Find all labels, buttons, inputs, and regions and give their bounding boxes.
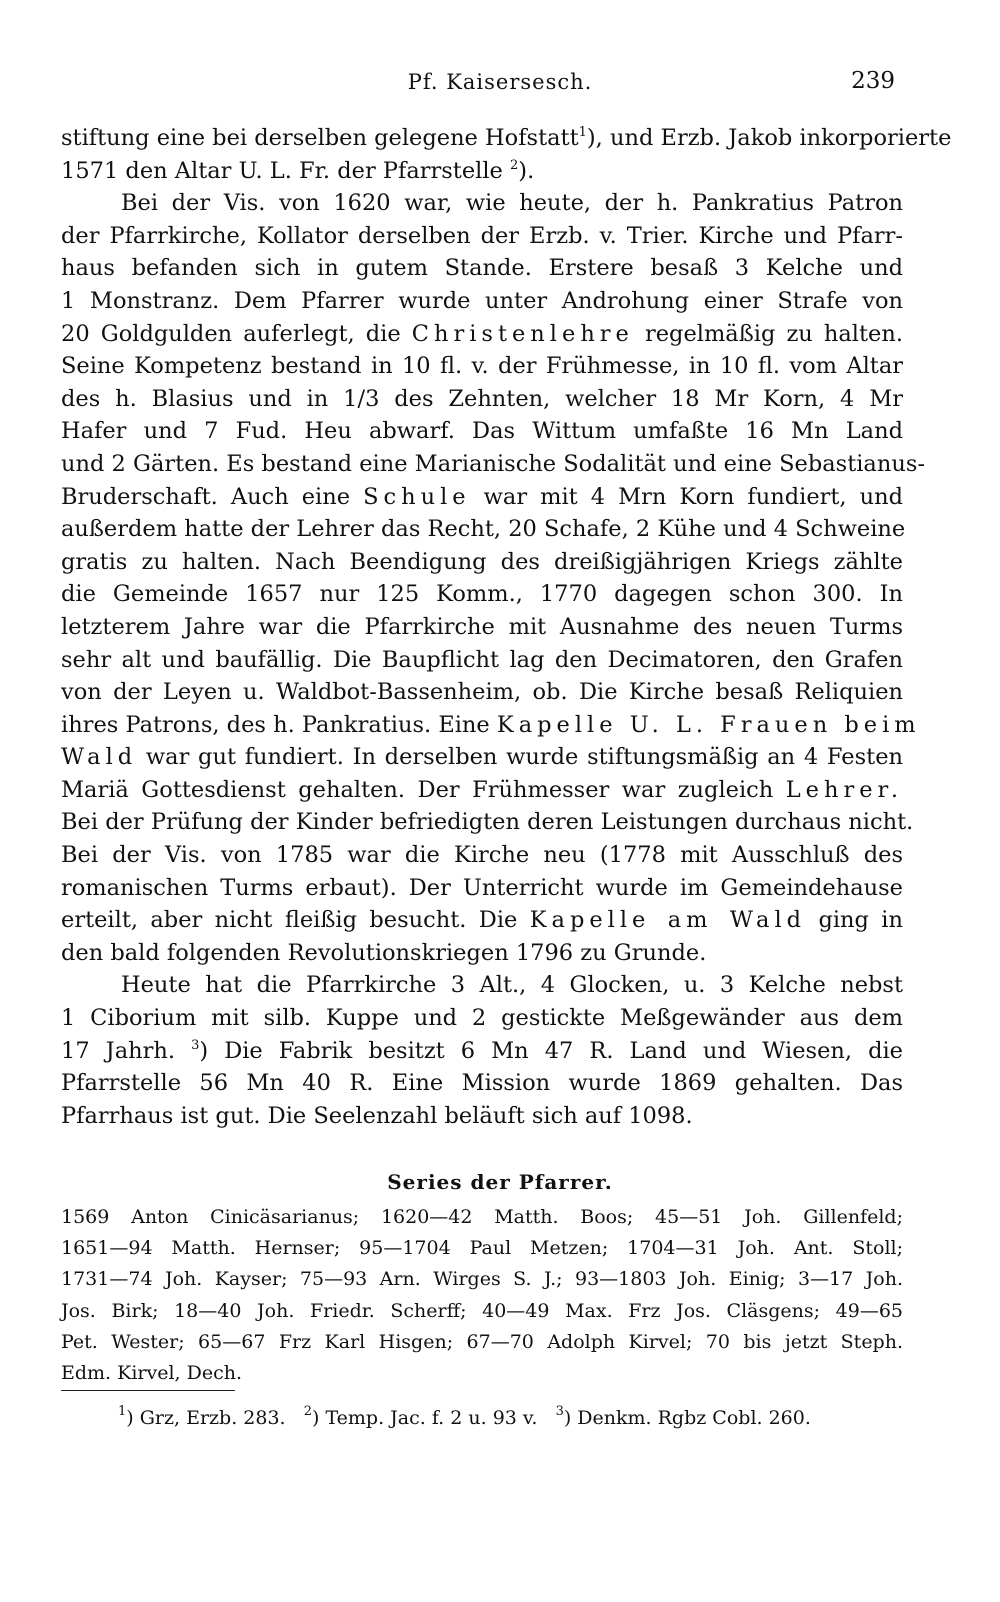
footnotes xyxy=(118,1404,918,1429)
text-line: sehr alt und baufällig. Die Baupflicht lag den Decimatoren, den Grafen xyxy=(61,646,903,673)
footnote-divider xyxy=(61,1390,235,1391)
series-line: Pet. Wester; 65—67 Frz Karl Hisgen; 67—70 Adolph Kirvel; 70 bis jetzt Steph. xyxy=(61,1330,903,1353)
text-line: von der Leyen u. Waldbot-Bassenheim, ob. Die Kirche besaß Reliquien xyxy=(61,679,903,706)
text-line: Hafer und 7 Fud. Heu abwarf. Das Wittum umfaßte 16 Mn Land xyxy=(61,418,903,445)
page-number: 239 xyxy=(851,68,895,94)
text-line: ihres Patrons, des h. Pankratius. Eine Kapelle U. L. Frauen beim xyxy=(61,711,921,738)
footnote-3: ) Denkm. Rgbz Cobl. 260. xyxy=(563,1407,811,1429)
text-line: letzterem Jahre war die Pfarrkirche mit Ausnahme des neuen Turms xyxy=(61,613,903,640)
series-line: 1569 Anton Cinicäsarianus; 1620—42 Matth. Boos; 45—51 Joh. Gillenfeld; xyxy=(61,1206,903,1228)
text-line: Mariä Gottesdienst gehalten. Der Frühmesser war zugleich Lehrer. xyxy=(61,776,903,803)
text-line: den bald folgenden Revolutionskriegen 1796 zu Grunde. xyxy=(61,939,707,966)
text-line: Heute hat die Pfarrkirche 3 Alt., 4 Glocken, u. 3 Kelche nebst xyxy=(121,972,903,999)
spaced-term: Christenlehre xyxy=(411,320,634,347)
spaced-term: Kapelle am Wald xyxy=(529,907,807,934)
text-line: Bei der Vis. von 1620 war, wie heute, der h. Pankratius Patron xyxy=(121,190,903,217)
series-line: Edm. Kirvel, Dech. xyxy=(61,1362,243,1385)
main-text xyxy=(61,122,952,1132)
text-line: die Gemeinde 1657 nur 125 Komm., 1770 dagegen schon 300. In xyxy=(61,581,903,608)
series-line: Jos. Birk; 18—40 Joh. Friedr. Scherff; 40—49 Max. Frz Jos. Cläsgens; 49—65 xyxy=(61,1299,903,1322)
spaced-term: Schule xyxy=(363,483,471,510)
text-line: Pfarrstelle 56 Mn 40 R. Eine Mission wurde 1869 gehalten. Das xyxy=(61,1070,903,1097)
footnote-mark: 1 xyxy=(118,1404,127,1419)
text-line: stiftung eine bei derselben gelegene Hofstatt$^1$), und Erzb. Jakob inkorporierte xyxy=(61,125,952,151)
text-line: 1571 den Altar U. L. Fr. der Pfarrstelle $^2$). xyxy=(61,157,535,184)
text-line: Seine Kompetenz bestand in 10 fl. v. der Frühmesse, in 10 fl. vom Altar xyxy=(61,353,903,380)
footnote-ref: 1 xyxy=(578,125,587,140)
text-line: romanischen Turms erbaut). Der Unterricht wurde im Gemeindehause xyxy=(61,874,903,901)
text-line: 1 Monstranz. Dem Pfarrer wurde unter Androhung einer Strafe von xyxy=(61,287,903,314)
running-header: Pf. Kaisersesch. xyxy=(407,70,593,94)
series-line: 1731—74 Joh. Kayser; 75—93 Arn. Wirges S. J.; 93—1803 Joh. Einig; 3—17 Joh. xyxy=(61,1268,903,1291)
footnote-ref: 3 xyxy=(191,1037,200,1053)
series-list xyxy=(61,1202,903,1389)
footnote-2: ) Temp. Jac. f. 2 u. 93 v. xyxy=(312,1407,538,1429)
text-line: Bei der Prüfung der Kinder befriedigten deren Leistungen durchaus nicht. xyxy=(61,809,914,836)
spaced-term: Kapelle U. L. Frauen beim xyxy=(496,711,921,738)
footnote-mark: 2 xyxy=(303,1404,312,1419)
text-line: Wald war gut fundiert. In derselben wurde stiftungsmäßig an 4 Festen xyxy=(61,744,903,771)
text-line: 20 Goldgulden auferlegt, die Christenlehre regelmäßig zu halten. xyxy=(61,320,903,347)
footnote-ref: 2 xyxy=(510,157,519,173)
text-line: Pfarrhaus ist gut. Die Seelenzahl beläuft sich auf 1098. xyxy=(61,1102,693,1129)
fraction: 1/3 xyxy=(343,385,380,412)
text-line: erteilt, aber nicht fleißig besucht. Die Kapelle am Wald ging in xyxy=(61,907,903,934)
text-line: Bruderschaft. Auch eine Schule war mit 4 Mrn Korn fundiert, und xyxy=(61,483,904,510)
text-line: Bei der Vis. von 1785 war die Kirche neu (1778 mit Ausschluß des xyxy=(61,842,903,869)
text-line: gratis zu halten. Nach Beendigung des dreißigjährigen Kriegs zählte xyxy=(61,548,903,575)
text-line: des h. Blasius und in 1/3 des Zehnten, welcher 18 Mr Korn, 4 Mr xyxy=(61,385,904,412)
series-line: 1651—94 Matth. Hernser; 95—1704 Paul Metzen; 1704—31 Joh. Ant. Stoll; xyxy=(61,1237,903,1260)
footnote-mark: 3 xyxy=(555,1404,564,1419)
footnote-1: ) Grz, Erzb. 283. xyxy=(126,1407,286,1429)
series-heading: Series der Pfarrer. xyxy=(387,1170,613,1194)
text-line: haus befanden sich in gutem Stande. Erstere besaß 3 Kelche und xyxy=(61,255,903,282)
text-line: und 2 Gärten. Es bestand eine Marianische Sodalität und eine Sebastianus- xyxy=(61,450,925,477)
spaced-term: Wald xyxy=(61,744,138,771)
text-line: 17 Jahrh. $^3$) Die Fabrik besitzt 6 Mn 47 R. Land und Wiesen, die xyxy=(61,1037,904,1064)
text-line: 1 Ciborium mit silb. Kuppe und 2 gestickte Meßgewänder aus dem xyxy=(61,1005,903,1032)
spaced-term: Lehrer. xyxy=(785,776,903,803)
text-line: der Pfarrkirche, Kollator derselben der Erzb. v. Trier. Kirche und Pfarr- xyxy=(61,222,903,249)
text-line: außerdem hatte der Lehrer das Recht, 20 Schafe, 2 Kühe und 4 Schweine xyxy=(61,516,906,543)
